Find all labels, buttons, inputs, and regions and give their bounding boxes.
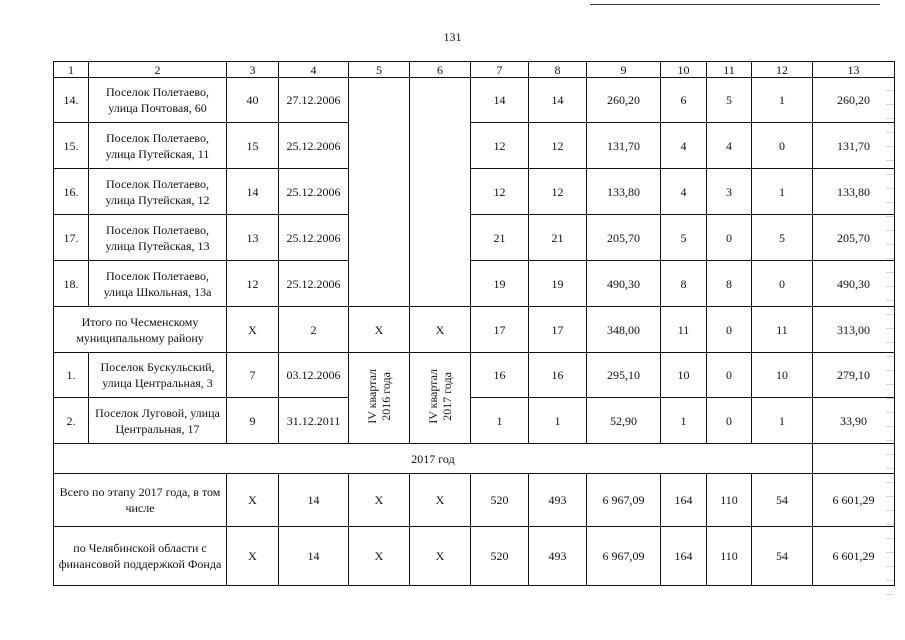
table-cell: 131,70	[587, 123, 661, 169]
table-cell: 205,70	[813, 215, 895, 261]
table-cell: 1	[752, 78, 813, 123]
table-cell: 6	[661, 78, 707, 123]
table-cell: X	[227, 527, 279, 586]
address-cell	[89, 169, 227, 215]
quarter-cell	[410, 353, 471, 444]
address-line: Поселок Полетаево,	[105, 130, 210, 145]
label-line: Итого по Чесменскому	[81, 314, 199, 329]
table-cell: 133,80	[813, 169, 895, 215]
row-number: 2.	[54, 398, 89, 444]
table-cell: 14	[227, 169, 279, 215]
header-cell: 3	[227, 62, 279, 78]
header-cell: 1	[54, 62, 89, 78]
header-cell: 13	[813, 62, 895, 78]
row-number: 16.	[54, 169, 89, 215]
table-cell: 205,70	[587, 215, 661, 261]
date-cell: 25.12.2006	[279, 123, 349, 169]
table-cell: 21	[471, 215, 529, 261]
table-cell: 54	[752, 527, 813, 586]
address-line: улица Путейская, 11	[105, 146, 210, 161]
quarter-line: 2016 года	[379, 371, 393, 421]
table-cell: 14	[279, 527, 349, 586]
table-cell: 6 601,29	[813, 474, 895, 527]
table-cell: 21	[529, 215, 587, 261]
address-line: Центральная, 17	[115, 421, 200, 436]
table-cell: 14	[279, 474, 349, 527]
table-row	[54, 353, 895, 398]
table-cell: X	[410, 527, 471, 586]
table-cell: 1	[661, 398, 707, 444]
table-cell: 1	[752, 169, 813, 215]
address-line: улица Центральная, 3	[102, 376, 213, 390]
table-cell: X	[349, 527, 410, 586]
table-cell: 490,30	[813, 261, 895, 307]
quarter-line: IV квартал	[426, 368, 440, 424]
header-row	[54, 62, 895, 78]
header-cell: 6	[410, 62, 471, 78]
total-row	[54, 527, 895, 586]
address-cell	[89, 78, 227, 123]
year-row	[54, 444, 895, 474]
table-cell: 11	[752, 307, 813, 353]
header-cell: 7	[471, 62, 529, 78]
table-cell: 1	[752, 398, 813, 444]
table-cell: X	[349, 474, 410, 527]
table-cell: 19	[471, 261, 529, 307]
table-cell: 6 601,29	[813, 527, 895, 586]
table-cell: 0	[707, 398, 752, 444]
address-cell	[89, 261, 227, 307]
empty-merged-cell	[349, 78, 410, 307]
table-cell: 0	[752, 123, 813, 169]
address-line: улица Почтовая, 60	[108, 101, 207, 115]
header-cell: 10	[661, 62, 707, 78]
address-line: Поселок Полетаево,	[105, 268, 210, 283]
table-cell: 12	[471, 123, 529, 169]
table-cell: 1	[471, 398, 529, 444]
table-cell: 520	[471, 474, 529, 527]
header-cell: 11	[707, 62, 752, 78]
empty-cell	[813, 444, 895, 474]
address-cell	[89, 398, 227, 444]
table-cell: 40	[227, 78, 279, 123]
date-cell: 03.12.2006	[279, 353, 349, 398]
row-number: 17.	[54, 215, 89, 261]
subtotal-row	[54, 307, 895, 353]
date-cell: 25.12.2006	[279, 261, 349, 307]
table-row	[54, 215, 895, 261]
year-label: 2017 год	[54, 444, 813, 474]
table-cell: 260,20	[813, 78, 895, 123]
table-cell: 279,10	[813, 353, 895, 398]
address-cell	[89, 353, 227, 398]
header-cell: 2	[89, 62, 227, 78]
header-cell: 8	[529, 62, 587, 78]
table-row	[54, 169, 895, 215]
table-cell: 490,30	[587, 261, 661, 307]
table-cell: 12	[227, 261, 279, 307]
table-row	[54, 398, 895, 444]
date-cell: 27.12.2006	[279, 78, 349, 123]
table-cell: 3	[707, 169, 752, 215]
empty-merged-cell	[410, 78, 471, 307]
label-line: финансовой поддержкой Фонда	[58, 557, 222, 571]
table-cell: X	[227, 307, 279, 353]
total-label	[54, 527, 227, 586]
row-number: 18.	[54, 261, 89, 307]
row-number: 1.	[54, 353, 89, 398]
table-cell: 164	[661, 474, 707, 527]
table-row	[54, 123, 895, 169]
table-cell: 2	[279, 307, 349, 353]
table-cell: 14	[529, 78, 587, 123]
address-line: Поселок Полетаево,	[105, 85, 210, 99]
table-cell: 520	[471, 527, 529, 586]
address-cell	[89, 123, 227, 169]
label-line: Всего по этапу 2017 года, в том	[59, 485, 221, 499]
table-cell: 348,00	[587, 307, 661, 353]
table-cell: 12	[471, 169, 529, 215]
table-cell: 0	[707, 307, 752, 353]
quarter-line: 2017 года	[440, 371, 454, 421]
subtotal-label	[54, 307, 227, 353]
table-cell: 8	[661, 261, 707, 307]
top-rule	[590, 4, 880, 5]
header-cell: 9	[587, 62, 661, 78]
table-cell: 54	[752, 474, 813, 527]
table-cell: 131,70	[813, 123, 895, 169]
table-cell: 8	[707, 261, 752, 307]
table-row	[54, 261, 895, 307]
table-cell: 4	[661, 169, 707, 215]
table-cell: 5	[752, 215, 813, 261]
table-cell: 17	[471, 307, 529, 353]
housing-table	[53, 61, 895, 586]
table-cell: 52,90	[587, 398, 661, 444]
table-cell: 0	[707, 215, 752, 261]
table-cell: 110	[707, 474, 752, 527]
address-cell	[89, 215, 227, 261]
address-line: Поселок Бускульский,	[100, 360, 215, 374]
address-line: Поселок Полетаево,	[105, 176, 210, 191]
address-line: улица Путейская, 13	[105, 238, 210, 253]
table-cell: X	[410, 307, 471, 353]
table-cell: 133,80	[587, 169, 661, 215]
table-cell: 17	[529, 307, 587, 353]
table-cell: 15	[227, 123, 279, 169]
label-line: муниципальному району	[76, 330, 204, 345]
date-cell: 25.12.2006	[279, 169, 349, 215]
table-cell: 313,00	[813, 307, 895, 353]
table-cell: 12	[529, 169, 587, 215]
quarter-line: IV квартал	[365, 368, 379, 424]
table-cell: 16	[471, 353, 529, 398]
header-cell: 4	[279, 62, 349, 78]
table-cell: 110	[707, 527, 752, 586]
table-cell: 4	[661, 123, 707, 169]
table-cell: 19	[529, 261, 587, 307]
table-cell: 4	[707, 123, 752, 169]
table-cell: 0	[752, 261, 813, 307]
address-line: улица Школьная, 13а	[103, 284, 212, 299]
row-number: 14.	[54, 78, 89, 123]
table-cell: 12	[529, 123, 587, 169]
table-cell: X	[227, 474, 279, 527]
table-cell: 6 967,09	[587, 474, 661, 527]
table-row	[54, 78, 895, 123]
table-cell: 6 967,09	[587, 527, 661, 586]
total-label	[54, 474, 227, 527]
table-cell: 7	[227, 353, 279, 398]
table-cell: 5	[661, 215, 707, 261]
table-cell: 1	[529, 398, 587, 444]
table-cell: 5	[707, 78, 752, 123]
table-cell: X	[349, 307, 410, 353]
header-cell: 5	[349, 62, 410, 78]
label-line: по Челябинской области с	[73, 541, 207, 555]
table-cell: 260,20	[587, 78, 661, 123]
quarter-cell	[349, 353, 410, 444]
table-cell: 33,90	[813, 398, 895, 444]
page-number: 131	[443, 30, 462, 44]
table-cell: 13	[227, 215, 279, 261]
table-cell: X	[410, 474, 471, 527]
address-line: улица Путейская, 12	[105, 192, 210, 207]
address-line: Поселок Полетаево,	[105, 222, 210, 237]
table-cell: 14	[471, 78, 529, 123]
table-cell: 295,10	[587, 353, 661, 398]
table-cell: 493	[529, 474, 587, 527]
table-cell: 164	[661, 527, 707, 586]
table-cell: 0	[707, 353, 752, 398]
table-cell: 16	[529, 353, 587, 398]
total-row	[54, 474, 895, 527]
header-cell: 12	[752, 62, 813, 78]
date-cell: 25.12.2006	[279, 215, 349, 261]
label-line: числе	[125, 501, 155, 515]
date-cell: 31.12.2011	[279, 398, 349, 444]
table-cell: 10	[752, 353, 813, 398]
table-cell: 493	[529, 527, 587, 586]
table-cell: 10	[661, 353, 707, 398]
table-cell: 11	[661, 307, 707, 353]
table-cell: 9	[227, 398, 279, 444]
address-line: Поселок Луговой, улица	[95, 405, 220, 420]
row-number: 15.	[54, 123, 89, 169]
